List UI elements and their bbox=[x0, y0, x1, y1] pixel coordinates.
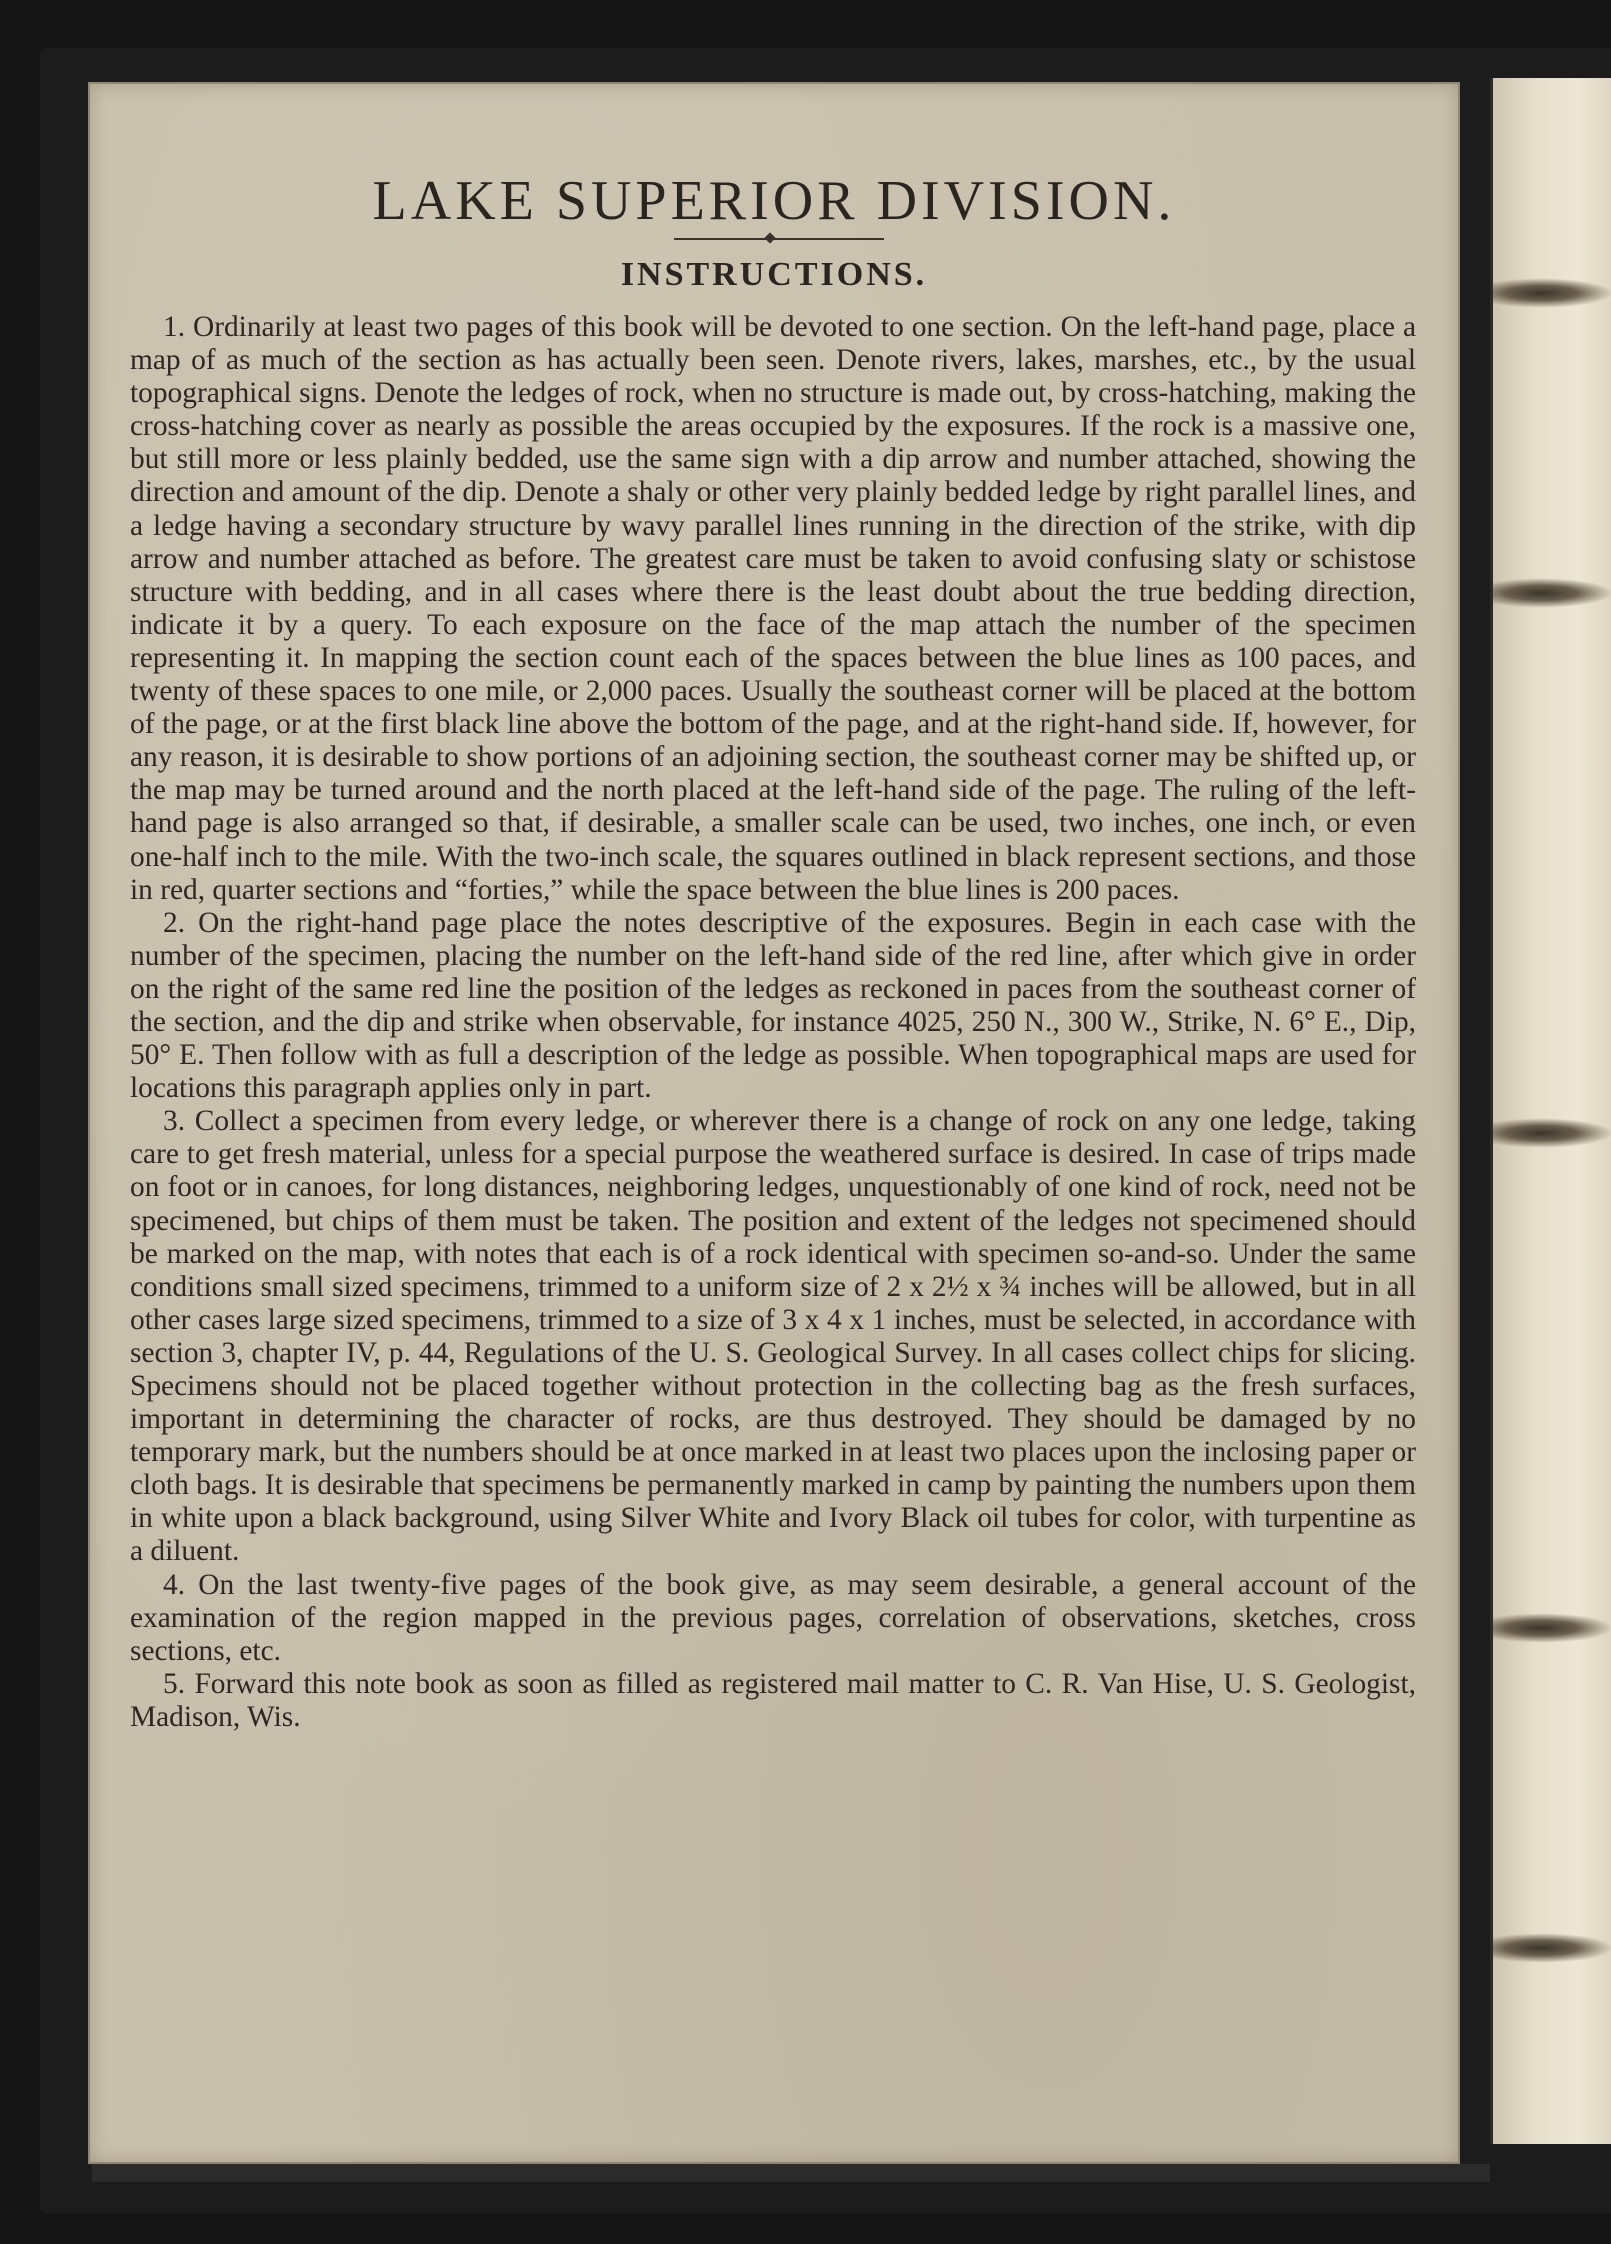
instruction-paragraph-2: 2. On the right-hand page place the notes descriptive of the exposures. Begin in each case with the number of the specimen, placing the number on the left-hand side of the red line, after which give in order on the right of the same red line the position of the ledges as reckoned in paces from the southeast corner of the section, and the dip and strike when observable, for instance 4025, 250 N., 300 W., Strike, N. 6° E., Dip, 50° E. Then follow with as full a description of the ledge as possible. When topographical maps are used for locations this paragraph applies only in part. bbox=[130, 906, 1416, 1105]
next-page-edge bbox=[1490, 78, 1611, 2144]
instruction-paragraph-4: 4. On the last twenty-five pages of the book give, as may seem desirable, a general account of the examination of the region mapped in the previous pages, correlation of observations, sketches, cross sections, etc. bbox=[130, 1568, 1416, 1667]
binding-thread bbox=[1493, 1933, 1611, 1963]
title-rule-ornament bbox=[764, 232, 775, 243]
binding-thread bbox=[1493, 278, 1611, 308]
instruction-paragraph-5: 5. Forward this note book as soon as filled as registered mail matter to C. R. Van Hise, U. S. Geologist, Madison, Wis. bbox=[130, 1667, 1416, 1733]
binding-thread bbox=[1493, 578, 1611, 608]
title-rule bbox=[674, 238, 884, 240]
instruction-paragraph-1: 1. Ordinarily at least two pages of this book will be devoted to one section. On the left-hand page, place a map of as much of the section as has actually been seen. Denote rivers, lakes, marshes, etc., by the usual topographical signs. Denote the ledges of rock, when no structure is made out, by cross-hatching, making the cross-hatching cover as nearly as possible the areas occupied by the exposures. If the rock is a massive one, but still more or less plainly bedded, use the same sign with a dip arrow and number attached, showing the direction and amount of the dip. Denote a shaly or other very plainly bedded ledge by right parallel lines, and a ledge having a secondary structure by wavy parallel lines running in the direction of the strike, with dip arrow and number attached as before. The greatest care must be taken to avoid confusing slaty or schistose structure with bedding, and in all cases where there is the least doubt about the true bedding direction, indicate it by a query. To each exposure on the face of the map attach the number of the specimen representing it. In mapping the section count each of the spaces between the blue lines as 100 paces, and twenty of these spaces to one mile, or 2,000 paces. Usually the southeast corner will be placed at the bottom of the page, or at the first black line above the bottom of the page, and at the right-hand side. If, however, for any reason, it is desirable to show portions of an adjoining section, the southeast corner may be shifted up, or the map may be turned around and the north placed at the left-hand side of the page. The ruling of the left-hand page is also arranged so that, if desirable, a smaller scale can be used, two inches, one inch, or even one-half inch to the mile. With the two-inch scale, the squares outlined in black represent sections, and those in red, quarter sections and “forties,” while the space between the blue lines is 200 paces. bbox=[130, 311, 1416, 906]
binding-thread bbox=[1493, 1613, 1611, 1643]
page-subtitle: INSTRUCTIONS. bbox=[620, 256, 928, 293]
page-bottom-edge bbox=[92, 2164, 1490, 2182]
binding-thread bbox=[1493, 1118, 1611, 1148]
instructions-body bbox=[130, 311, 1416, 1734]
instruction-paragraph-3: 3. Collect a specimen from every ledge, or wherever there is a change of rock on any one ledge, taking care to get fresh material, unless for a special purpose the weathered surface is desired. In case of trips made on foot or in canoes, for long distances, neighboring ledges, unquestionably of one kind of rock, need not be specimened, but chips of them must be taken. The position and extent of the ledges not specimened should be marked on the map, with notes that each is of a rock identical with specimen so-and-so. Under the same conditions small sized specimens, trimmed to a uniform size of 2 x 2½ x ¾ inches will be allowed, but in all other cases large sized specimens, trimmed to a size of 3 x 4 x 1 inches, must be selected, in accordance with section 3, chapter IV, p. 44, Regulations of the U. S. Geological Survey. In all cases collect chips for slicing. Specimens should not be placed together without protection in the collecting bag as the fresh surfaces, important in determining the character of rocks, are thus destroyed. They should be damaged by no temporary mark, but the numbers should be at once marked in at least two places upon the inclosing paper or cloth bags. It is desirable that specimens be permanently marked in camp by painting the numbers upon them in white upon a black background, using Silver White and Ivory Black oil tubes for color, with turpentine as a diluent. bbox=[130, 1105, 1416, 1568]
printed-page bbox=[88, 82, 1460, 2164]
page-title: LAKE SUPERIOR DIVISION. bbox=[372, 170, 1176, 232]
